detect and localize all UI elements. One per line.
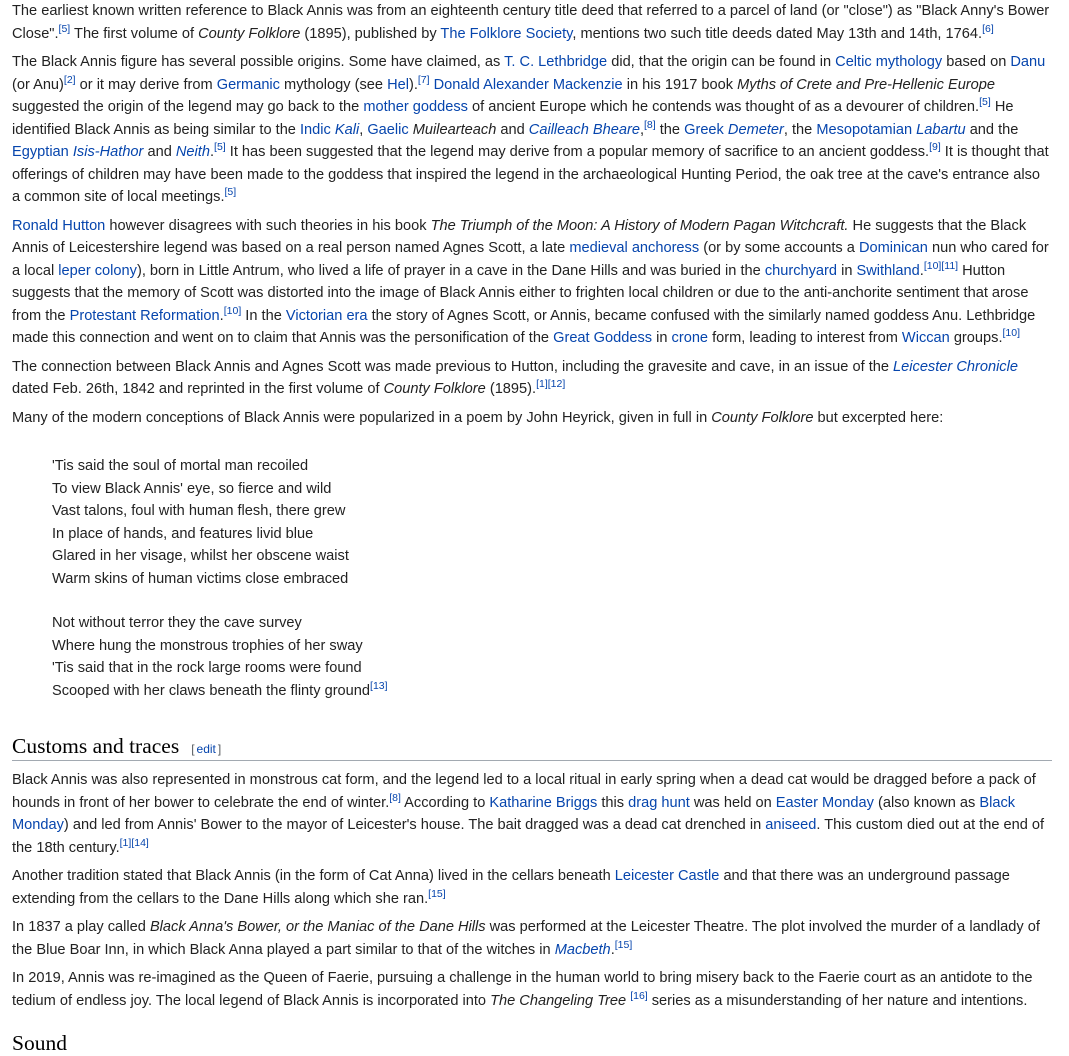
edit-bracket-open: [ xyxy=(191,742,195,756)
wiki-link[interactable]: Ronald Hutton xyxy=(12,217,106,234)
section-title: Customs and traces xyxy=(12,734,180,758)
article-paragraph xyxy=(12,51,1052,209)
poem-line: Glared in her visage, whilst her obscene waist xyxy=(52,548,349,564)
text-run: He identified Black Annis as being similar to the xyxy=(12,99,1014,138)
text-run: suggested the origin of the legend may go back to the xyxy=(12,99,364,115)
citation-link[interactable]: [1] xyxy=(119,836,132,849)
poem-line: Vast talons, foul with human flesh, there grew xyxy=(52,503,346,519)
text-run: the xyxy=(655,121,685,138)
text-run: was performed at the Leicester Theatre. The plot involved the murder of a landlady of the Blue Boar Inn, in which Black Anna played a part similar to that of the witches in xyxy=(12,919,1040,958)
text-run: The first volume of xyxy=(70,25,199,42)
wiki-link[interactable]: Labartu xyxy=(916,121,966,138)
text-run: groups. xyxy=(949,330,1003,346)
text-run: this xyxy=(597,794,629,811)
text-run: , xyxy=(359,121,368,138)
poem-line: Warm skins of human victims close embraced xyxy=(52,570,349,587)
edit-section-control xyxy=(191,742,221,760)
poem-line: In place of hands, and features livid blue xyxy=(52,525,314,542)
wiki-link[interactable]: Macbeth xyxy=(554,941,611,958)
poem-line-text: Scooped with her claws beneath the flinty ground xyxy=(52,682,371,699)
text-run: and that there was an underground passage extending from the cellars to the Dane Hills along which she ran. xyxy=(12,868,1010,907)
wiki-link[interactable]: Swithland xyxy=(856,262,920,279)
wiki-link[interactable]: aniseed xyxy=(765,817,817,833)
wiki-link[interactable]: crone xyxy=(671,330,709,346)
wiki-link[interactable]: Mesopotamian xyxy=(816,121,913,138)
wiki-link[interactable]: Easter Monday xyxy=(775,794,874,811)
italic-text: Myths of Crete and Pre-Hellenic Europe xyxy=(737,76,996,93)
wiki-link[interactable]: Leicester Chronicle xyxy=(893,358,1018,375)
text-run: He suggests that the Black Annis of Leicestershire legend was based on a real person named Agnes Scott, a late xyxy=(12,217,1027,256)
wiki-link[interactable]: Great Goddess xyxy=(553,330,653,346)
text-run: but excerpted here: xyxy=(813,409,944,426)
poem-stanza-1 xyxy=(52,455,1052,590)
wiki-link[interactable]: Black Monday xyxy=(12,794,1016,833)
wiki-link[interactable]: Neith xyxy=(175,144,210,160)
wiki-link[interactable]: churchyard xyxy=(764,262,838,279)
text-run: Another tradition stated that Black Annis (in the form of Cat Anna) lived in the cellars beneath xyxy=(12,868,615,884)
wiki-link[interactable]: Wiccan xyxy=(901,330,950,346)
wiki-link[interactable]: Hel xyxy=(387,76,409,93)
poem-line: 'Tis said the soul of mortal man recoiled xyxy=(52,458,309,474)
text-run: did, that the origin can be found in xyxy=(607,54,836,70)
wiki-link[interactable]: Greek xyxy=(684,121,724,138)
text-run: . xyxy=(209,144,215,160)
text-run: nun who cared for a local xyxy=(12,240,1049,279)
citation-link[interactable]: [1] xyxy=(536,378,548,391)
text-run: of ancient Europe which he contends was thought of as a devourer of children. xyxy=(467,99,980,115)
text-run: Black Annis was also represented in monstrous cat form, and the legend led to a local ritual in early spring when a dead cat would be dragged before a pack of hounds in front of her bower to celebrate the end of winter. xyxy=(12,772,1036,811)
wiki-link[interactable]: Isis-Hathor xyxy=(72,144,144,160)
text-run: (1895), published by xyxy=(300,25,441,42)
text-run: and xyxy=(496,121,529,138)
text-run: Hutton suggests that the memory of Scott was distorted into the image of Black Annis either to frighten local children or due to the anti-anchorite sentiment that arose from the xyxy=(12,262,1029,324)
citation-link[interactable]: [12] xyxy=(547,378,566,391)
text-run: in xyxy=(652,330,672,346)
citation-link[interactable]: [5] xyxy=(224,186,237,199)
article-paragraph xyxy=(12,865,1052,910)
text-run: based on xyxy=(942,54,1011,70)
wiki-link[interactable]: Germanic xyxy=(216,76,280,93)
citation-link[interactable]: [15] xyxy=(428,887,446,900)
article-paragraphs-top xyxy=(12,0,1052,429)
text-run: In 2019, Annis was re-imagined as the Queen of Faerie, pursuing a challenge in the human world to bring misery back to the Faerie court as an antidote to the tedium of endless joy. The local legend of Black Annis is incorporated into xyxy=(12,970,1033,1009)
text-run: (or Anu) xyxy=(12,76,64,93)
poem-line: Where hung the monstrous trophies of her sway xyxy=(52,637,363,654)
wiki-link[interactable]: Kali xyxy=(334,121,360,138)
wiki-link[interactable]: Cailleach Bheare xyxy=(528,121,640,138)
text-run: . xyxy=(610,941,615,958)
citation-link[interactable]: [10] xyxy=(923,259,942,272)
italic-text: County Folklore xyxy=(711,409,814,426)
wiki-link[interactable]: Indic xyxy=(299,121,331,138)
citation-link[interactable]: [14] xyxy=(131,836,149,849)
text-run: According to xyxy=(400,794,490,811)
wiki-link[interactable]: The Folklore Society xyxy=(440,25,573,42)
text-run: the story of Agnes Scott, or Annis, became confused with the similarly named goddess Anu. Lethbridge made this connection and went on to claim that Annis was the personification of the xyxy=(12,307,1036,346)
wiki-link[interactable]: leper colony xyxy=(58,262,137,279)
text-run: in xyxy=(837,262,857,279)
italic-text: Black Anna's Bower, or the Maniac of the Dane Hills xyxy=(149,919,486,935)
wiki-link[interactable]: Danu xyxy=(1010,54,1046,70)
edit-section-link[interactable]: edit xyxy=(196,742,216,756)
italic-text: The Triumph of the Moon: A History of Modern Pagan Witchcraft. xyxy=(430,217,849,234)
text-run: . xyxy=(219,307,224,324)
text-run: . This custom died out at the end of the 18th century. xyxy=(12,817,1045,856)
text-run: It is thought that offerings of children may have been made to the goddess that inspired the legend in the archaeological Hunting Period, the oak tree at the cave's entrance also a common site of local meetings. xyxy=(12,144,1049,205)
wiki-link[interactable]: medieval xyxy=(569,240,628,256)
text-run: It has been suggested that the legend may derive from a popular memory of sacrifice to an ancient goddess. xyxy=(225,144,930,160)
poem-stanza-2 xyxy=(52,612,1052,702)
text-run: in his 1917 book xyxy=(622,76,738,93)
citation-link[interactable]: [6] xyxy=(982,22,994,35)
citation-link[interactable]: [5] xyxy=(214,141,226,154)
wiki-link[interactable]: Gaelic xyxy=(367,121,409,138)
article-paragraphs-bottom xyxy=(12,769,1052,1012)
text-run: ), born in Little Antrum, who lived a life of prayer in a cave in the Dane Hills and was buried in the xyxy=(136,262,765,279)
text-run: however disagrees with such theories in his book xyxy=(105,217,431,234)
citation-link[interactable]: [2] xyxy=(63,73,76,86)
italic-text: County Folklore xyxy=(383,381,486,397)
citation-link[interactable]: [13] xyxy=(370,679,388,692)
text-run: ). xyxy=(408,76,418,93)
wiki-link[interactable]: Leicester Castle xyxy=(614,868,720,884)
poem-line: Not without terror they the cave survey xyxy=(52,615,302,631)
wiki-link[interactable]: Donald Alexander Mackenzie xyxy=(433,76,623,93)
text-run: In 1837 a play called xyxy=(12,919,150,935)
text-run: and xyxy=(143,144,176,160)
citation-link[interactable]: [5] xyxy=(979,96,991,109)
text-run: (1895). xyxy=(485,381,537,397)
text-run: or it may derive from xyxy=(75,76,217,93)
wiki-link[interactable]: Victorian era xyxy=(285,307,368,324)
italic-text: The Changeling Tree xyxy=(490,992,627,1009)
wiki-link[interactable]: Katharine Briggs xyxy=(489,794,598,811)
article-content xyxy=(12,0,1052,1056)
wiki-link[interactable]: Demeter xyxy=(727,121,784,138)
text-run: , xyxy=(639,121,645,138)
italic-text: Muilearteach xyxy=(412,121,497,138)
article-paragraph xyxy=(12,215,1052,350)
wiki-link[interactable]: drag hunt xyxy=(628,794,690,811)
citation-link[interactable]: [5] xyxy=(58,22,71,35)
citation-link[interactable]: [15] xyxy=(614,938,633,951)
text-run: , mentions two such title deeds dated May 13th and 14th, 1764. xyxy=(572,25,983,42)
text-run: The Black Annis figure has several possible origins. Some have claimed, as xyxy=(12,54,505,70)
text-run: form, leading to interest from xyxy=(708,330,902,346)
text-run: In the xyxy=(241,307,286,324)
poem-line: To view Black Annis' eye, so fierce and wild xyxy=(52,480,332,497)
section-title-sound: Sound xyxy=(12,1031,67,1055)
citation-link[interactable]: [7] xyxy=(417,73,430,86)
article-paragraph xyxy=(12,356,1052,401)
text-run: mythology (see xyxy=(279,76,388,93)
text-run: series as a misunderstanding of her nature and intentions. xyxy=(647,992,1028,1009)
citation-link[interactable]: [10] xyxy=(223,304,242,317)
text-run: ) and led from Annis' Bower to the mayor of Leicester's house. The bait dragged was a dead cat drenched in xyxy=(63,817,766,833)
citation-link[interactable]: [11] xyxy=(941,259,959,272)
article-paragraph xyxy=(12,407,1052,430)
wiki-link[interactable]: anchoress xyxy=(631,240,700,256)
wiki-link[interactable]: Egyptian xyxy=(12,144,69,160)
text-run: (also known as xyxy=(873,794,980,811)
section-heading-customs xyxy=(12,732,1052,761)
poem-line: 'Tis said that in the rock large rooms were found xyxy=(52,660,362,676)
citation-link[interactable]: [8] xyxy=(644,118,656,131)
italic-text: County Folklore xyxy=(198,25,301,42)
wiki-link[interactable]: Celtic mythology xyxy=(835,54,943,70)
text-run: . xyxy=(919,262,924,279)
text-run: Many of the modern conceptions of Black Annis were popularized in a poem by John Heyrick, given in full in xyxy=(12,409,712,426)
citation-link[interactable]: [9] xyxy=(929,141,941,154)
citation-link[interactable]: [16] xyxy=(630,989,648,1002)
article-paragraph xyxy=(12,916,1052,961)
wiki-link[interactable]: T. C. Lethbridge xyxy=(504,54,608,70)
article-paragraph xyxy=(12,0,1052,45)
text-run: was held on xyxy=(689,794,776,811)
article-paragraph xyxy=(12,967,1052,1012)
text-run: and the xyxy=(965,121,1019,138)
wiki-link[interactable]: Dominican xyxy=(858,240,928,256)
wiki-link[interactable]: Protestant Reformation xyxy=(69,307,220,324)
text-run: , the xyxy=(783,121,817,138)
poem-line-last xyxy=(52,680,1052,703)
citation-link[interactable]: [8] xyxy=(389,791,401,804)
text-run: (or by some accounts a xyxy=(699,240,859,256)
citation-link[interactable]: [10] xyxy=(1002,327,1021,340)
text-run: The earliest known written reference to Black Annis was from an eighteenth century title deed that referred to a parcel of land (or "close") as "Black Anny's Bower Close". xyxy=(12,3,1050,42)
wiki-link[interactable]: mother goddess xyxy=(363,99,468,115)
edit-bracket-close: ] xyxy=(217,742,222,756)
text-run: The connection between Black Annis and Agnes Scott was made previous to Hutton, including the gravesite and cave, in an issue of the xyxy=(12,358,894,375)
article-paragraph xyxy=(12,769,1052,859)
text-run: dated Feb. 26th, 1842 and reprinted in the first volume of xyxy=(12,381,384,397)
poem-excerpt xyxy=(52,455,1052,702)
